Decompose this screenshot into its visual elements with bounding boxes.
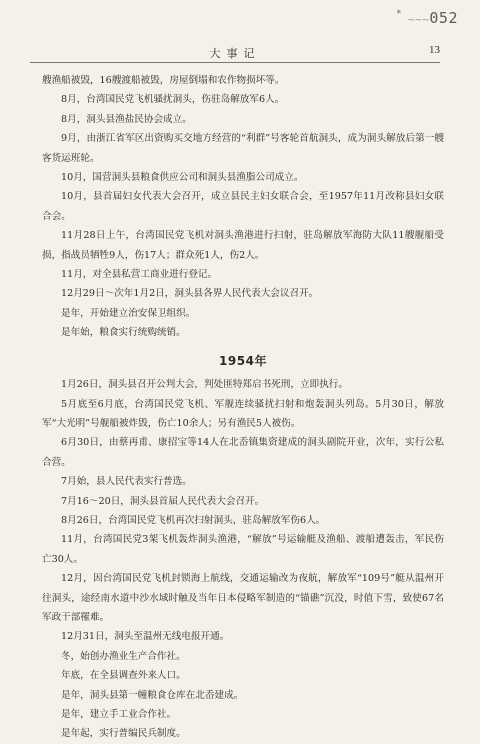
chronicle-entry: 12月29日～次年1月2日，洞头县各界人民代表大会议召开。: [61, 288, 319, 300]
chronicle-entry: 是年，建立手工业合作社。: [61, 709, 177, 720]
chronicle-entry: 1月26日，洞头县召开公判大会，判处匪特郑启书死刑，立即执行。: [61, 379, 348, 391]
chronicle-entry: 11月28日上午，台湾国民党飞机对洞头渔港进行扫射，驻岛解放军海防大队11艘舰船受损，指战员牺牲9人，伤17人；群众死1人，伤2人。: [42, 230, 444, 261]
chronicle-entry: 8月26日，台湾国民党飞机再次扫射洞头，驻岛解放军伤6人。: [61, 514, 326, 526]
chronicle-entry: 是年始，粮食实行统购统销。: [61, 327, 186, 339]
chronicle-entry: 艘渔船被毁，16艘渡船被毁，房屋倒塌和农作物损坏等。: [42, 75, 285, 86]
archive-stamp: [396, 9, 458, 27]
running-header: [30, 44, 440, 63]
chronicle-entry: 8月，台湾国民党飞机骚扰洞头，伤驻岛解放军6人。: [61, 94, 285, 106]
chapter-title: 大事记: [209, 47, 261, 60]
chronicle-entry: 10月，国营洞头县粮食供应公司和洞头县渔脂公司成立。: [61, 172, 304, 184]
chronicle-entry: 冬，始创办渔业生产合作社。: [61, 650, 186, 662]
chronicle-body: [42, 71, 444, 744]
chronicle-entry: 11月，对全县私营工商业进行登记。: [61, 269, 218, 281]
chronicle-entry: 10月，县首届妇女代表大会召开，成立县民主妇女联合会，至1957年11月改称县妇女联合会。: [42, 191, 444, 222]
chronicle-entry: 7月16～20日，洞头县首届人民代表大会召开。: [61, 495, 265, 507]
chronicle-entry: 是年起，实行普编民兵制度。: [61, 728, 186, 740]
stamp-faint-digits: ~~~: [408, 13, 430, 26]
chronicle-entry: 是年，开始建立治安保卫组织。: [61, 307, 196, 319]
year-heading: 1954年: [219, 353, 267, 368]
chronicle-entry: 是年，洞头县第一幢粮食仓库在北岙建成。: [61, 689, 244, 701]
chronicle-entry: 11月，台湾国民党3架飞机轰炸洞头渔港，“解放”号运输艇及渔船、渡船遭轰击，军民伤亡30人。: [42, 534, 444, 565]
chronicle-entry: 9月，由浙江省军区出资购买交地方经营的“利群”号客轮首航洞头，成为洞头解放后第一艘客货运班轮。: [42, 133, 444, 164]
chronicle-entry: 5月底至6月底，台湾国民党飞机、军舰连续骚扰扫射和炮轰洞头列岛。5月30日，解放军“大光明”号舰船被炸毁，伤亡10余人；另有渔民5人被伤。: [42, 398, 444, 429]
chronicle-entry: 7月始，县人民代表实行普选。: [61, 476, 192, 488]
chronicle-entry: 年底，在全县调查外来人口。: [61, 670, 186, 682]
chronicle-entry: 8月，洞头县渔盐民协会成立。: [61, 113, 192, 125]
chronicle-entry: 12月，因台湾国民党飞机封锁海上航线，交通运输改为夜航，解放军“109号”艇从温州开往洞头，途经南水道中沙水域时触及当年日本侵略军制造的“锚礁”沉没，时值下雪，致使67名军政干部罹难。: [42, 573, 444, 623]
chronicle-entry: 6月30日，由蔡再甫、康招宝等14人在北岙镇集资建成的洞头剧院开业，次年，实行公私合营。: [42, 437, 444, 468]
page-number: 13: [429, 44, 440, 56]
chronicle-entry: 12月31日，洞头至温州无线电报开通。: [61, 631, 230, 643]
stamp-mark: *: [396, 9, 403, 19]
stamp-number: 052: [429, 9, 458, 27]
